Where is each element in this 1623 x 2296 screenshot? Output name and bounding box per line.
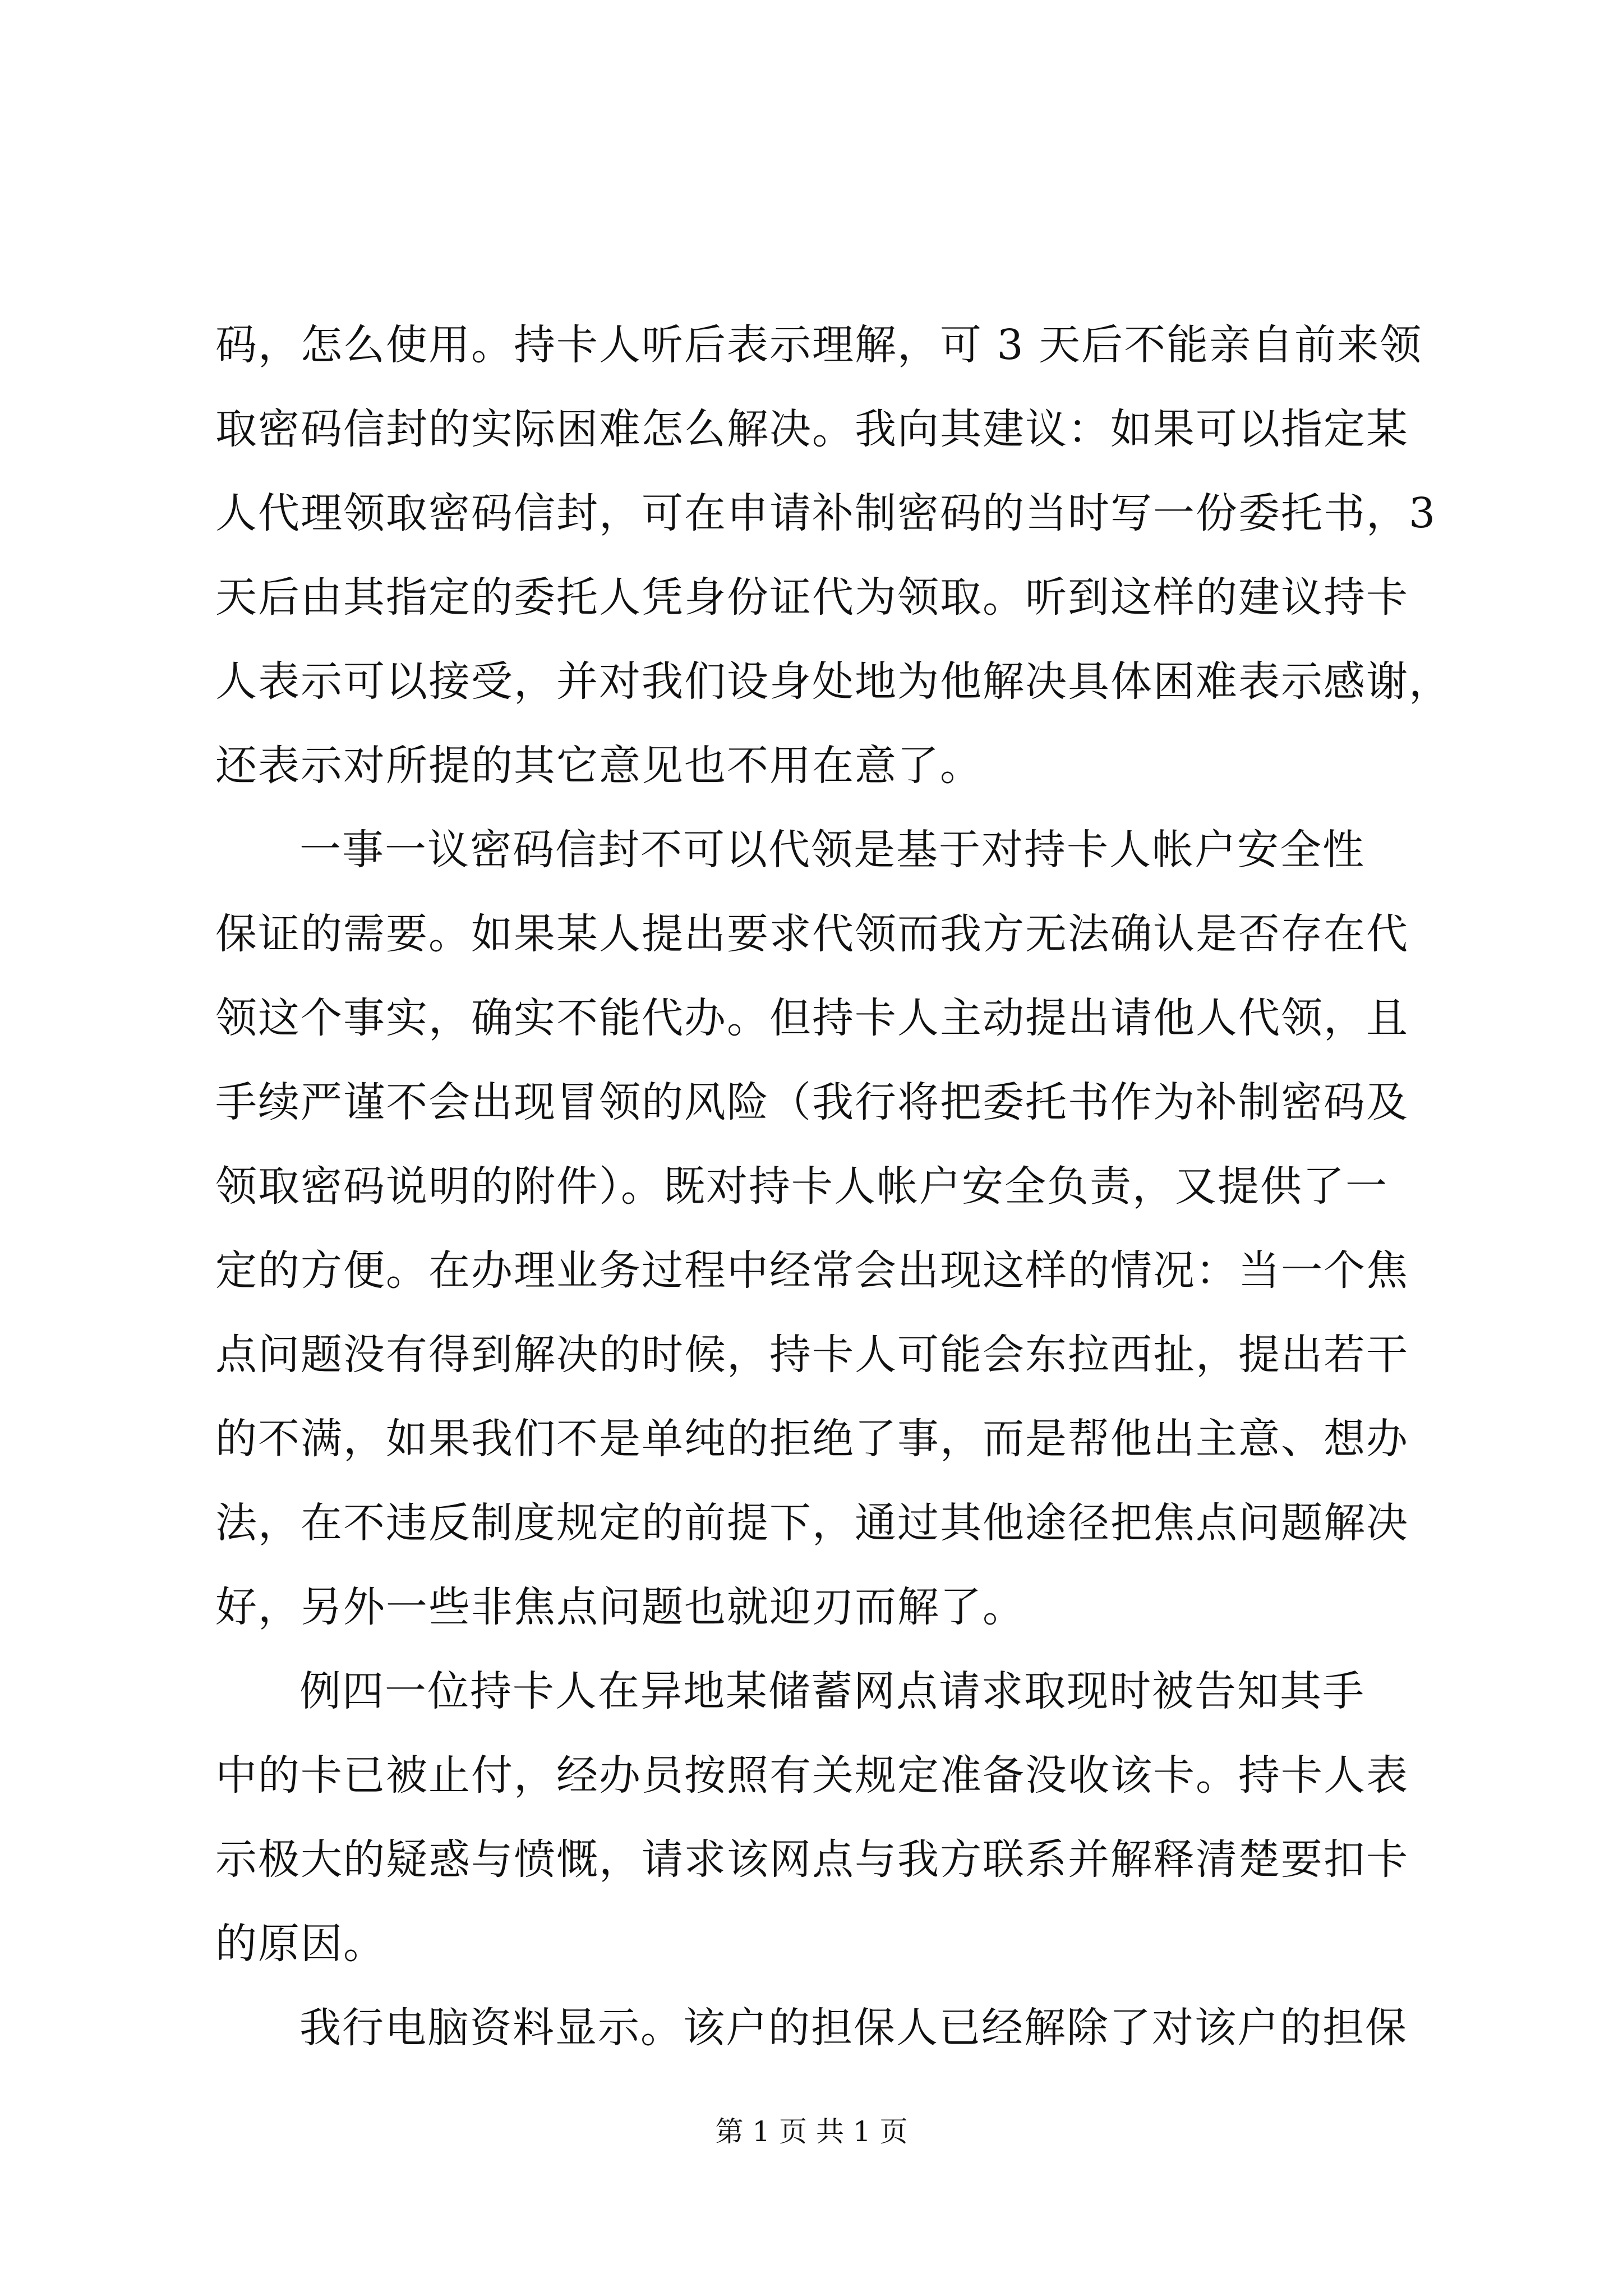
text-line: 人表示可以接受，并对我们设身处地为他解决具体困难表示感谢， bbox=[215, 657, 1451, 706]
text-line: 保证的需要。如果某人提出要求代领而我方无法确认是否存在代 bbox=[215, 910, 1409, 958]
text-line: 一事一议密码信封不可以代领是基于对持卡人帐户安全性 bbox=[299, 826, 1365, 874]
text-line: 码，怎么使用。持卡人听后表示理解，可 3 天后不能亲自前来领 bbox=[215, 321, 1423, 369]
text-line: 的原因。 bbox=[215, 1920, 386, 1968]
text-line: 定的方便。在办理业务过程中经常会出现这样的情况：当一个焦 bbox=[215, 1246, 1409, 1295]
text-line: 我行电脑资料显示。该户的担保人已经解除了对该户的担保 bbox=[299, 2004, 1408, 2052]
text-line: 领这个事实，确实不能代办。但持卡人主动提出请他人代领，且 bbox=[215, 994, 1409, 1042]
paragraph bbox=[215, 303, 1466, 808]
text-line: 人代理领取密码信封，可在申请补制密码的当时写一份委托书，3 bbox=[215, 489, 1437, 537]
document-body bbox=[215, 303, 1466, 2070]
text-line: 天后由其指定的委托人凭身份证代为领取。听到这样的建议持卡 bbox=[215, 573, 1409, 622]
text-line: 取密码信封的实际困难怎么解决。我向其建议：如果可以指定某 bbox=[215, 405, 1409, 453]
text-line: 的不满，如果我们不是单纯的拒绝了事，而是帮他出主意、想办 bbox=[215, 1415, 1409, 1463]
page-number-footer: 第 1 页 共 1 页 bbox=[715, 2115, 908, 2148]
text-line: 法，在不违反制度规定的前提下，通过其他途径把焦点问题解决 bbox=[215, 1499, 1409, 1547]
text-line: 例四一位持卡人在异地某储蓄网点请求取现时被告知其手 bbox=[299, 1667, 1365, 1715]
text-line: 中的卡已被止付，经办员按照有关规定准备没收该卡。持卡人表 bbox=[215, 1751, 1409, 1800]
text-line: 示极大的疑惑与愤慨，请求该网点与我方联系并解释清楚要扣卡 bbox=[215, 1835, 1409, 1884]
paragraph bbox=[215, 1986, 1466, 2070]
paragraph bbox=[215, 808, 1466, 1649]
text-line: 还表示对所提的其它意见也不用在意了。 bbox=[215, 742, 983, 790]
text-line: 手续严谨不会出现冒领的风险（我行将把委托书作为补制密码及 bbox=[215, 1078, 1409, 1126]
paragraph bbox=[215, 1649, 1466, 1986]
text-line: 点问题没有得到解决的时候，持卡人可能会东拉西扯，提出若干 bbox=[215, 1331, 1409, 1379]
text-line: 领取密码说明的附件）。既对持卡人帐户安全负责，又提供了一 bbox=[215, 1162, 1388, 1211]
text-line: 好，另外一些非焦点问题也就迎刃而解了。 bbox=[215, 1583, 1025, 1631]
